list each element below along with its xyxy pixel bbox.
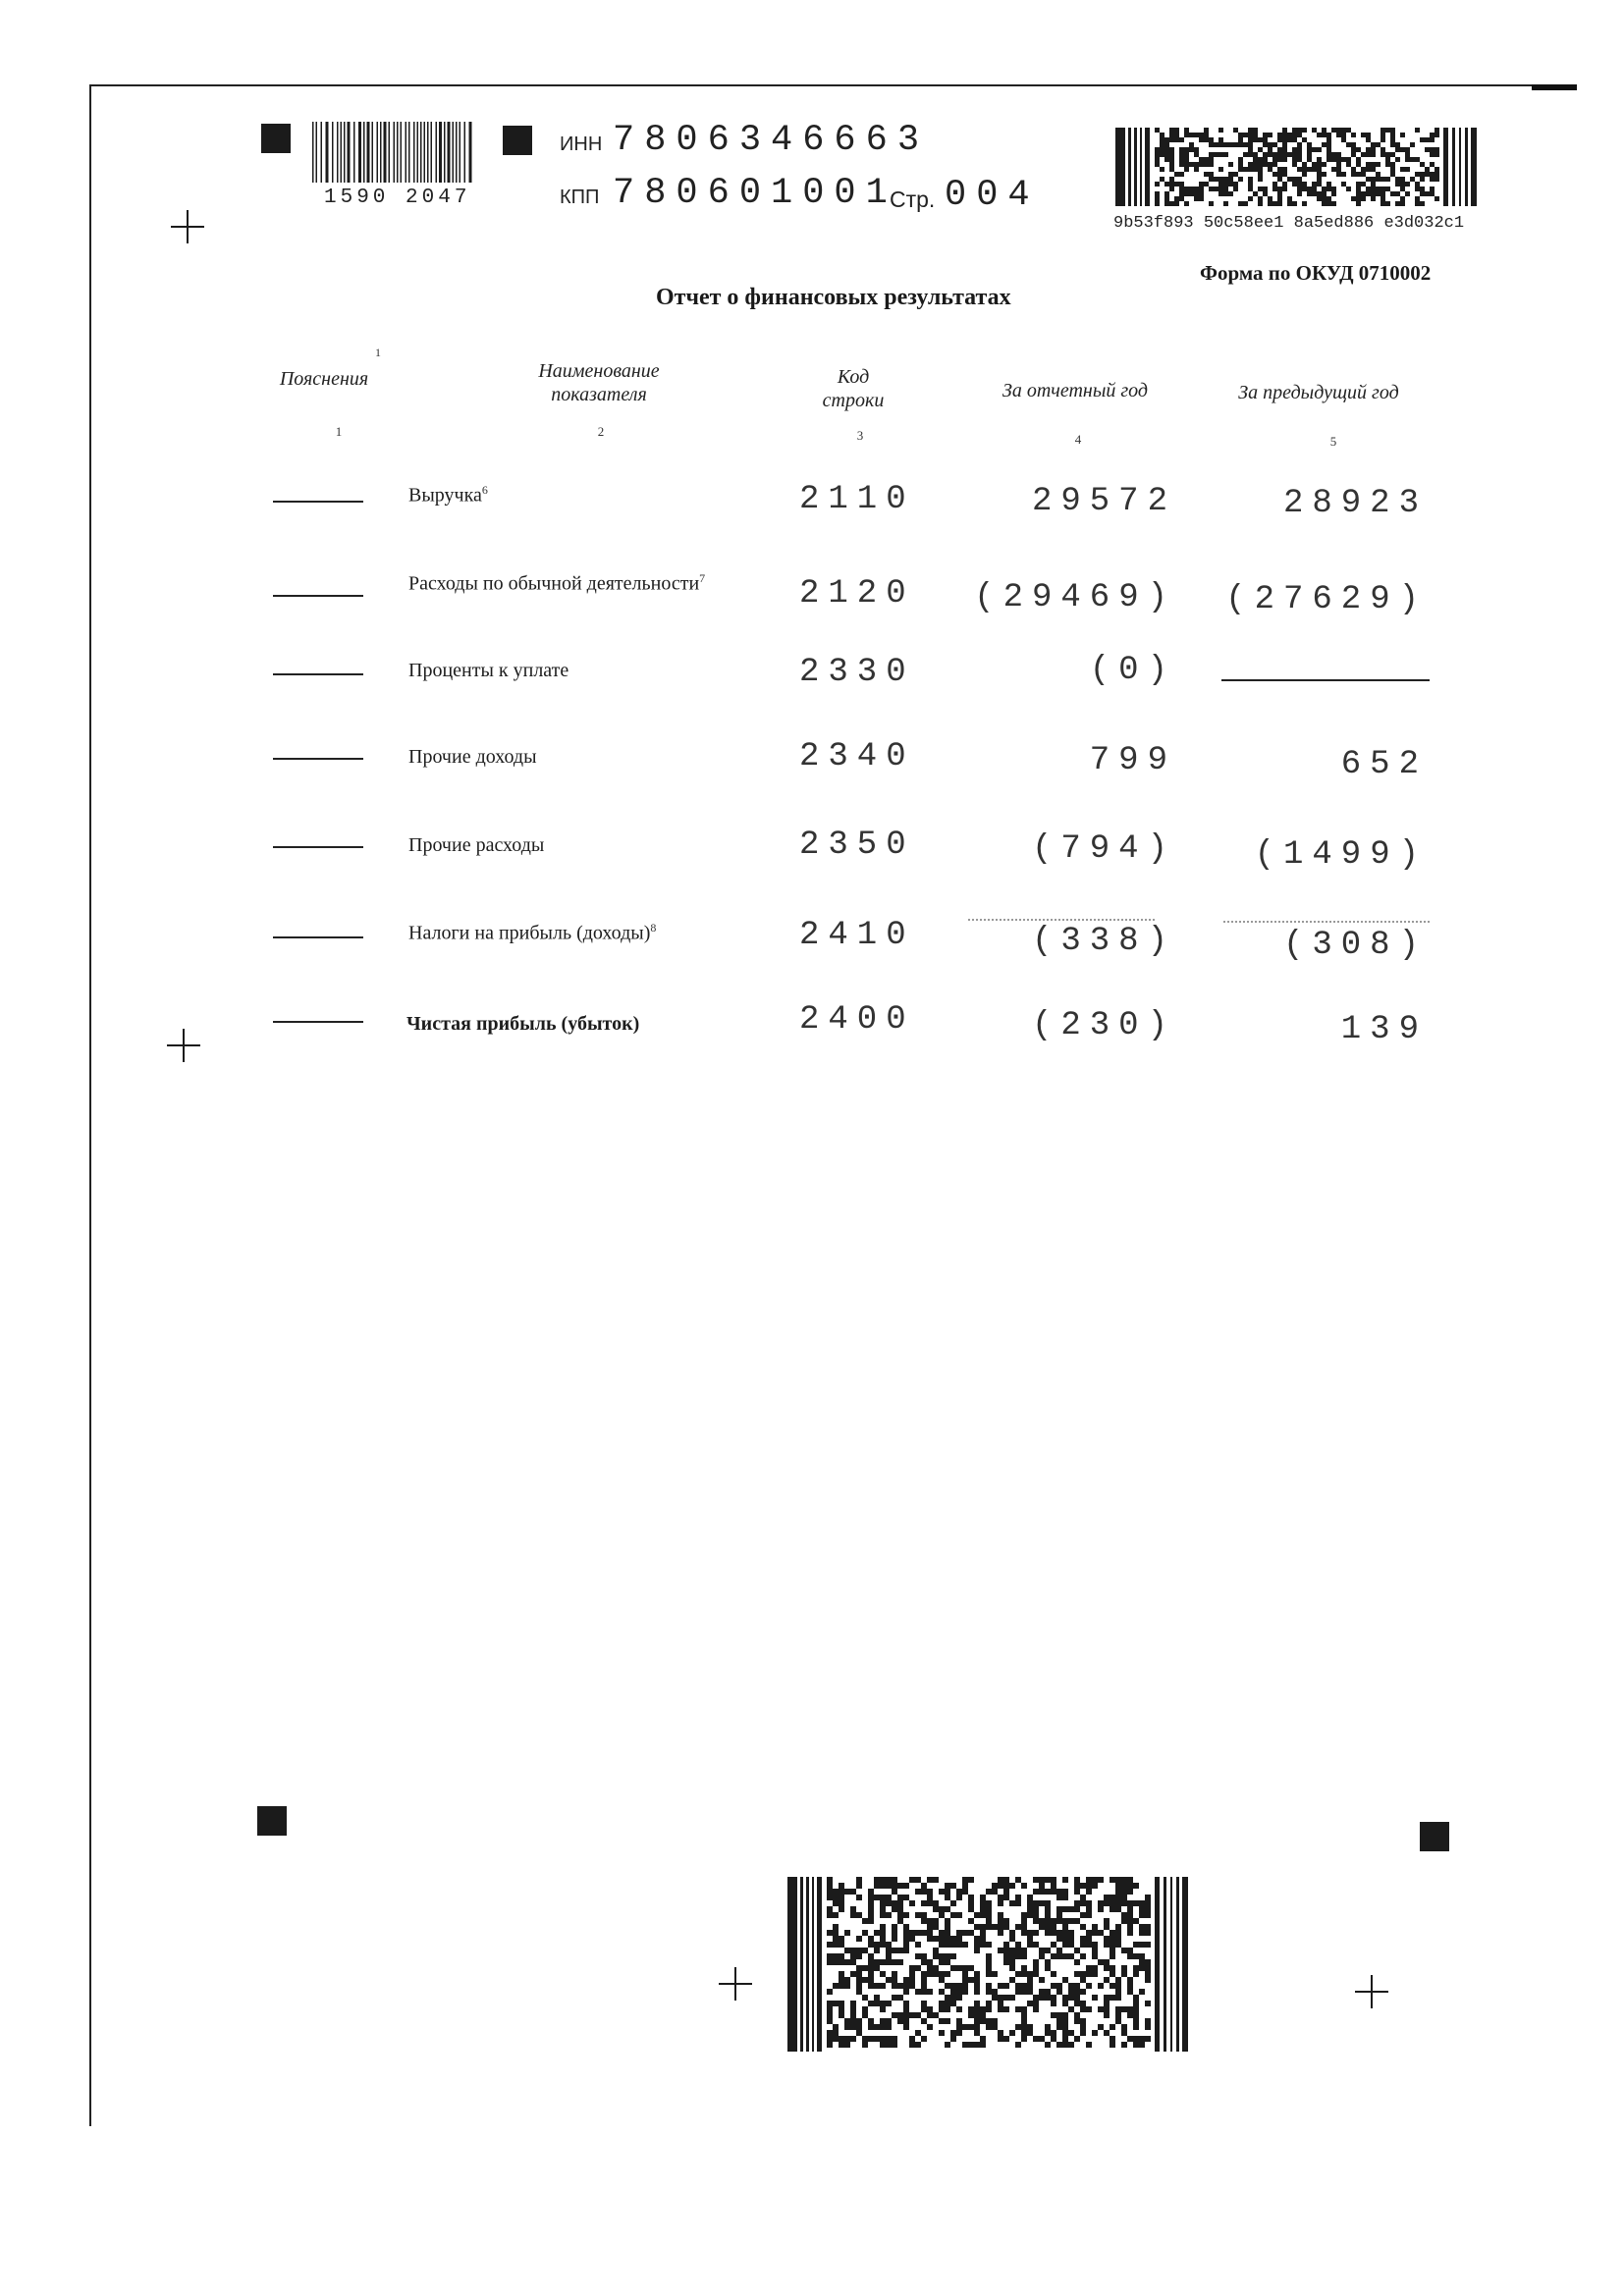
linear-barcode [310,122,477,183]
page-frame-top [90,84,1577,86]
row-name-other-expenses: Прочие расходы [408,834,545,856]
report-title: Отчет о финансовых результатах [656,285,1011,310]
row-name-interest-payable: Проценты к уплате [408,660,569,681]
row-code: 2120 [799,575,915,613]
row-name-other-income: Прочие доходы [408,746,537,768]
column-header-indicator: Наименование показателя [538,360,660,405]
row-value-current: (0) [1089,652,1176,689]
row-name-net-profit: Чистая прибыль (убыток) [406,1013,640,1035]
row-value-current: (338) [1031,923,1176,960]
row-value-previous: (27629) [1225,581,1428,618]
row-code: 2350 [799,827,915,864]
column-header-line-code: Код строки [822,366,885,411]
row-code: 2110 [799,481,915,518]
explanation-dash [273,595,363,597]
kpp-value: 780601001 [613,173,897,214]
hash-code: 9b53f893 50c58ee1 8a5ed886 e3d032c1 [1113,214,1465,233]
column-number-5: 5 [1329,434,1337,449]
explanation-dash [273,501,363,503]
explanation-dash [273,673,363,675]
inn-value: 7806346663 [613,120,930,161]
row-name-revenue: Выручка$^6$ [408,483,488,507]
column-header-explanations: Пояснения [279,368,369,390]
row-value-previous: 652 [1340,746,1428,783]
page-frame-corner [1532,84,1577,90]
column-number-2: 2 [597,424,605,439]
form-code: Форма по ОКУД 0710002 [1200,261,1432,285]
registration-square-bottom-right [1420,1822,1449,1851]
column-header-reporting-year: За отчетный год [1001,380,1149,401]
explanation-dash [273,1021,363,1023]
column-number-4: 4 [1074,432,1082,447]
row-code: 2400 [799,1001,915,1039]
page-frame-left [89,84,91,2126]
row-code: 2340 [799,738,915,775]
column-header-explanations-footnote: 1 [375,346,381,359]
row-value-current: (29469) [974,579,1176,616]
page-label: Стр. [890,187,936,212]
row-value-current: 29572 [1031,483,1176,520]
dotted-mark [968,919,1155,921]
crosshair-mid-left [167,1029,200,1062]
crosshair-bottom-left [719,1967,752,2001]
inn-label: ИНН [560,133,603,155]
row-value-previous-empty-dash [1221,679,1430,681]
explanation-dash [273,936,363,938]
explanation-dash [273,758,363,760]
row-value-previous: 139 [1340,1011,1428,1048]
row-value-current: (230) [1031,1007,1176,1044]
row-name-income-tax: Налоги на прибыль (доходы)$^8$ [408,921,657,944]
row-value-previous: (308) [1282,927,1428,964]
crosshair-top-left [171,210,204,243]
row-value-previous: 28923 [1282,485,1428,522]
column-number-1: 1 [335,424,343,439]
row-value-current: 799 [1089,742,1176,779]
page-value: 004 [945,175,1040,216]
datamatrix-bottom [787,1877,1190,2052]
kpp-label: КПП [560,187,600,208]
registration-square-top-left [261,124,291,153]
row-name-ordinary-expenses: Расходы по обычной деятельности$^7$ [408,571,706,595]
barcode-number: 1590 2047 [324,187,471,209]
row-code: 2330 [799,654,915,691]
datamatrix-top [1115,128,1479,206]
registration-square-top-mid [503,126,532,155]
row-code: 2410 [799,917,915,954]
row-value-current: (794) [1031,830,1176,868]
dotted-mark [1223,921,1430,923]
column-number-3: 3 [856,428,864,443]
explanation-dash [273,846,363,848]
registration-square-bottom-left [257,1806,287,1836]
column-header-previous-year: За предыдущий год [1238,382,1399,403]
crosshair-bottom-right [1355,1975,1388,2008]
row-value-previous: (1499) [1254,836,1428,874]
